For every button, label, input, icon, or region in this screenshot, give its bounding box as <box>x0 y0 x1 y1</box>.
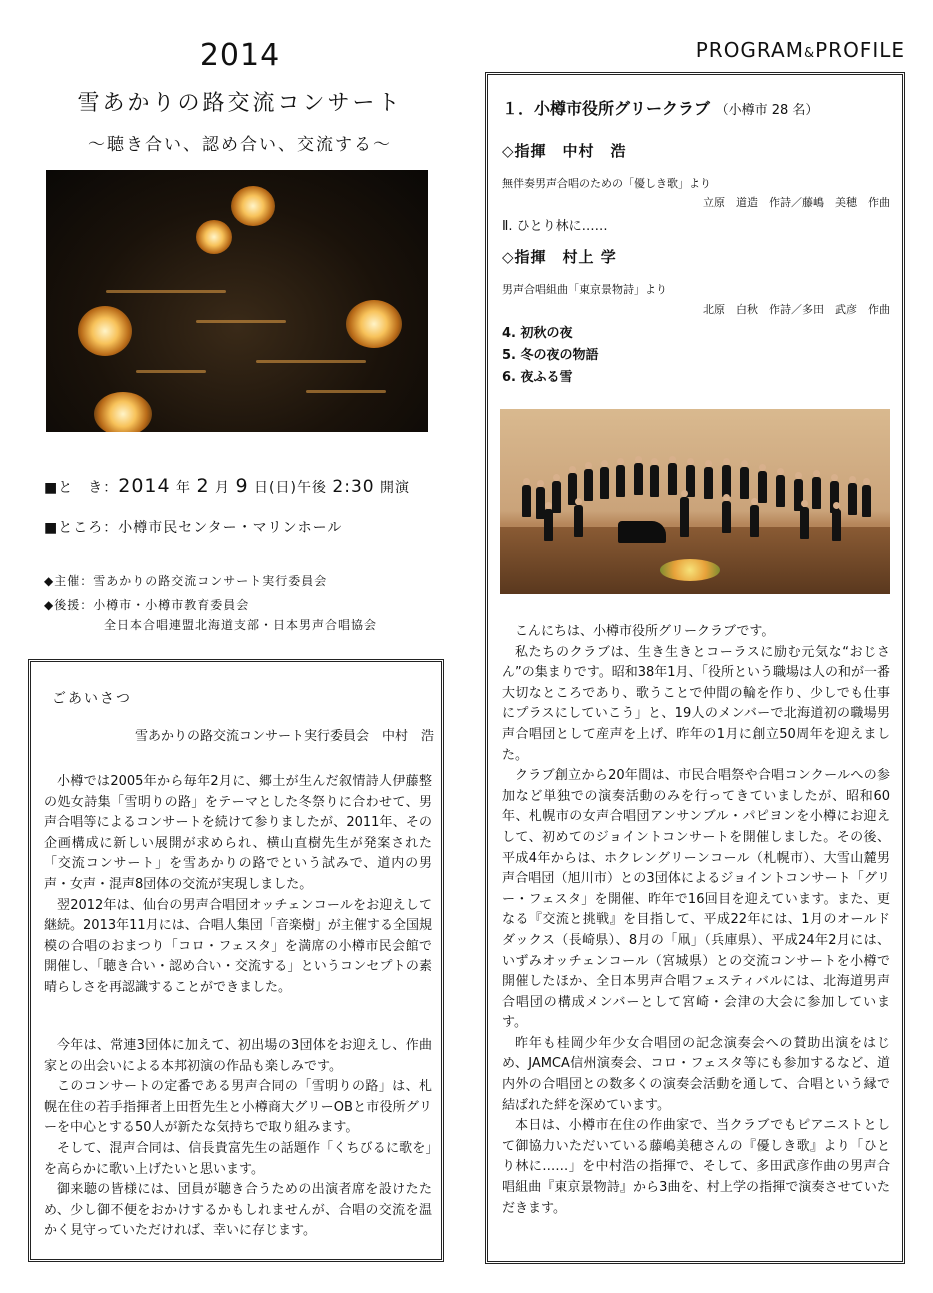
club-title: １．小樽市役所グリークラブ （小樽市 28 名） <box>502 99 819 118</box>
snow-lantern-photo <box>46 170 428 432</box>
event-date: ■と き：2014 年 2 月 9 日(日)午後 2:30 開演 <box>44 475 411 497</box>
event-sponsor-2: 全日本合唱連盟北海道支部・日本男声合唱協会 <box>104 618 378 632</box>
program-amp: & <box>803 46 816 61</box>
program-profile-header <box>640 38 905 62</box>
choir-photo <box>500 409 890 594</box>
greeting-body-2: 今年は、常連3団体に加えて、初出場の3団体をお迎えし、作曲家との出会いによる本邦初演の作品も楽しみです。 このコンサートの定番である男声合同の「雪明りの路」は、札幌在住の若手指揮者上田哲先生と小樽商大グリーOBと市役所グリーを中心とする50人が新たな気持ちで取り組みます。 そして、混声合同は、信長貴富先生の話題作「くちびるに歌を」を高らかに歌い上げたいと思います。 御来聴の皆様には、団員が聴き合うための出演者席を設けたため、少し御不便をおかけするかもしれませんが、合唱の交流を温かく見守っていただければ、幸いに存じます。 <box>44 1038 432 1239</box>
event-sponsor: ◆後援：小樽市・小樽市教育委員会 <box>44 598 250 612</box>
piece-1-credit: 立原 道造 作詩／藤嶋 美穂 作曲 <box>703 196 890 209</box>
event-organizer: ◆主催：雪あかりの路交流コンサート実行委員会 <box>44 574 328 588</box>
piece-1-note: 無伴奏男声合唱のための「優しき歌」より <box>502 177 711 190</box>
piece-2-note: 男声合唱組曲「東京景物詩」より <box>502 283 667 296</box>
song-4: 4. 初秋の夜 <box>502 326 573 341</box>
event-venue: ■ところ：小樽市民センター・マリンホール <box>44 520 343 536</box>
club-profile: こんにちは、小樽市役所グリークラブです。 私たちのクラブは、生き生きとコーラスに励む元気な“おじさん”の集まりです。昭和38年1月、「役所という職場は人の和が一番大切なところであり、歌うことで仲間の輪を作り、少しでも仕事にプラスにしていこう」と、19人のメンバーで北海道初の職場男声合唱団として産声を上げ、昨年の1月に創立50周年を迎えました。 クラブ創立から20年間は、市民合唱祭や合唱コンクールへの参加など単独での演奏活動のみを行ってきていましたが、昭和60年、札幌市の女声合唱団アンサンブル・パピヨンを小樽にお迎えして、初めてのジョイントコンサートを開催しました。その後、平成4年からは、ホクレングリーンコール（札幌市）、大雪山麓男声合唱団（旭川市）との3団体によるジョイントコンサート「グリー・フェスタ」を開催、昨年で16回目を迎えています。また、更なる『交流と挑戦』を目指して、平成22年には、1月のオールドダックス（長崎県）、8月の「凧」（兵庫県）、平成24年2月には、いずみオッチェンコール（宮城県）との交流コンサートを小樽で開催したほか、全日本男声合唱フェスティバルには、北海道男声合唱団の構成メンバーとして宮崎・会津の大会に参加しています。 昨年も桂岡少年少女合唱団の記念演奏会への賛助出演をはじめ、JAMCA信州演奏会、コロ・フェスタ等にも参加するなど、道内外の合唱団との数多くの演奏会活動を通して、合唱という縁で結ばれた絆を深めています。 本日は、小樽市在住の作曲家で、当クラブでもピアニストとして御協力いただいている藤嶋美穂さんの『優しき歌』より「ひとり林に……」を中村浩の指揮で、そして、多田武彦作曲の男声合唱組曲『東京景物詩』から3曲を、村上学の指揮で演奏させていただきます。 <box>502 624 891 1216</box>
conductor-2: ◇指揮 村上 学 <box>502 248 617 266</box>
concert-title: 雪あかりの路交流コンサート <box>77 91 403 116</box>
greeting-title: ごあいさつ <box>52 691 132 707</box>
piece-1-song: Ⅱ. ひとり林に…… <box>502 219 608 234</box>
profile-label: PROFILE <box>815 38 905 62</box>
piece-2-credit: 北原 白秋 作詩／多田 武彦 作曲 <box>703 303 890 316</box>
concert-year: 2014 <box>199 38 281 73</box>
concert-subtitle: ～聴き合い、認め合い、交流する～ <box>88 135 392 155</box>
program-label: PROGRAM <box>695 38 804 62</box>
song-6: 6. 夜ふる雪 <box>502 370 573 385</box>
greeting-body-1: 小樽では2005年から毎年2月に、郷土が生んだ叙情詩人伊藤整の処女詩集「雪明りの路」をテーマとした冬祭りに合わせて、男声合唱等によるコンサートを続けて参りましたが、2011年、その企画構成に新しい展開が求められ、横山直樹先生が発案された「交流コンサート」を雪あかりの路でという試みで、道内の男声・女声・混声8団体の交流が実現しました。 翌2012年は、仙台の男声合唱団オッチェンコールをお迎えして継続。2013年11月には、合唱人集団「音楽樹」が主催する全国規模の合唱のおまつり「コロ・フェスタ」を満席の小樽市民会館で開催し、「聴き合い・認め合い・交流する」というコンセプトの素晴らしさを再認識することができました。 <box>44 774 432 995</box>
greeting-signature: 雪あかりの路交流コンサート実行委員会 中村 浩 <box>134 729 434 744</box>
song-5: 5. 冬の夜の物語 <box>502 348 599 363</box>
conductor-1: ◇指揮 中村 浩 <box>502 142 627 160</box>
